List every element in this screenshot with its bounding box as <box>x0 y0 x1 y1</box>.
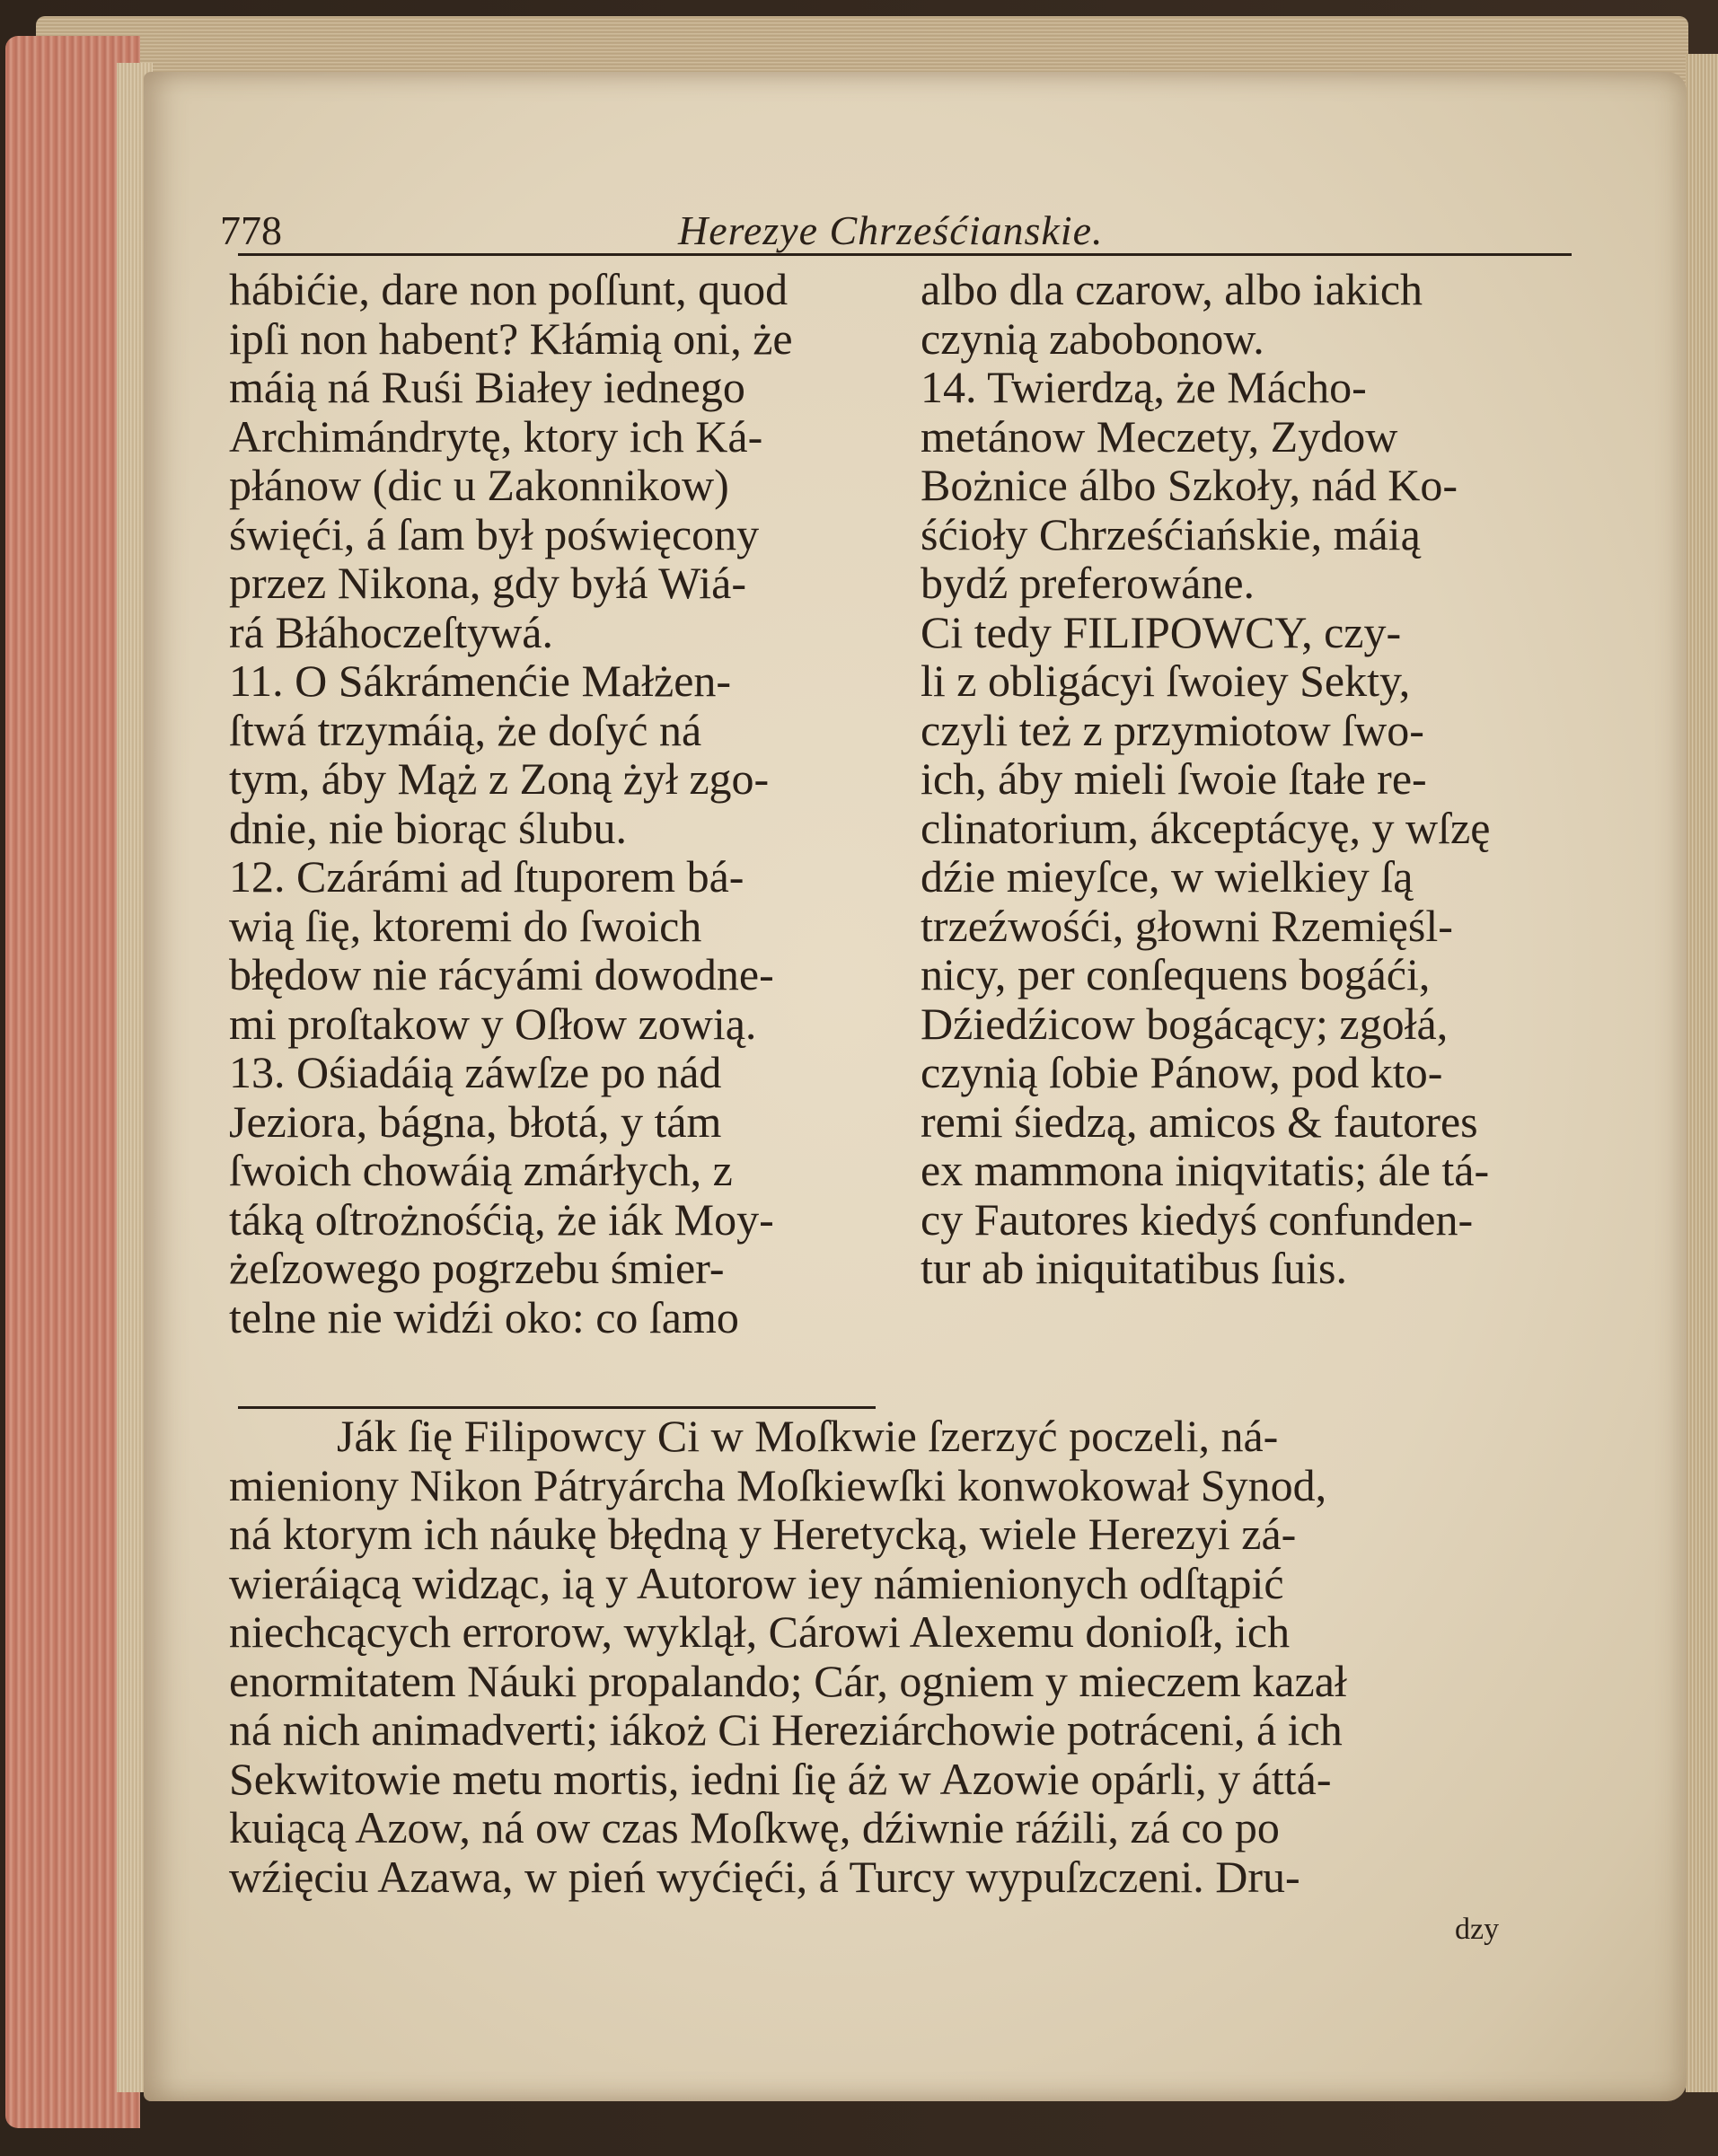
text-line: remi śiedzą, amicos & fautores <box>921 1096 1478 1147</box>
text-line: 12. Czárámi ad ſtuporem bá- <box>229 851 744 902</box>
text-line: Archimándrytę, ktory ich Ká- <box>229 410 763 462</box>
text-line: cy Fautores kiedyś confunden- <box>921 1193 1474 1245</box>
text-line: ich, áby mieli ſwoie ſtałe re- <box>921 753 1427 804</box>
text-line: ſwoich chowáią zmárłych, z <box>229 1145 733 1195</box>
text-line: Ci tedy FILIPOWCY, czy- <box>921 606 1402 657</box>
text-line: bydź preferowáne. <box>921 558 1255 608</box>
text-line: 13. Ośiadáią záwſze po nád <box>229 1047 722 1097</box>
text-line: wią ſię, ktoremi do ſwoich <box>229 900 702 951</box>
text-line: Bożnice álbo Szkoły, nád Ko- <box>921 460 1458 510</box>
text-line: płánow (dic u Zakonnikow) <box>229 460 729 510</box>
text-line: Jeziora, bágna, błotá, y tám <box>229 1096 722 1147</box>
text-line: wźięciu Azawa, w pień wyćięći, á Turcy wypuſzczeni. Dru- <box>229 1851 1300 1902</box>
text-line: przez Nikona, gdy byłá Wiá- <box>229 558 747 608</box>
text-line: albo dla czarow, albo iakich <box>921 264 1423 314</box>
text-line: niechcących errorow, wyklął, Cárowi Alexemu donioſł, ich <box>229 1606 1291 1657</box>
text-line: dźie mieyſce, w wielkiey ſą <box>921 851 1414 902</box>
right-column <box>921 265 1572 1293</box>
text-line: telne nie widźi oko: co ſamo <box>229 1291 739 1342</box>
text-line: czyli też z przymiotow ſwo- <box>921 704 1424 755</box>
text-line: czynią ſobie Pánow, pod kto- <box>921 1047 1443 1097</box>
text-line: kuiącą Azow, ná ow czas Moſkwę, dźiwnie ráźili, zá co po <box>229 1802 1280 1852</box>
text-line: czynią zabobonow. <box>921 312 1264 364</box>
text-line: Sekwitowie metu mortis, iedni ſię áż w Azowie opárli, y áttá- <box>229 1753 1332 1804</box>
text-line: Ják ſię Filipowcy Ci w Moſkwie ſzerzyć poczeli, ná- <box>337 1411 1279 1461</box>
text-line: 14. Twierdzą, że Mácho- <box>921 362 1367 412</box>
bottom-paragraph <box>229 1412 1567 1901</box>
text-line: Dźiedźicow bogácący; zgołá, <box>921 998 1449 1049</box>
page-number: 778 <box>220 207 282 253</box>
text-line: ex mammona iniqvitatis; ále tá- <box>921 1145 1490 1195</box>
text-line: nicy, per conſequens bogáći, <box>921 949 1431 999</box>
text-line: święći, á ſam był poświęcony <box>229 508 760 559</box>
text-line: trzeźwośći, głowni Rzemięśl- <box>921 900 1453 951</box>
text-line: ipſi non habent? Kłámią oni, że <box>229 312 793 364</box>
text-line: 11. O Sákrámenćie Małżen- <box>229 656 732 706</box>
running-head-title: Herezye Chrześćianskie. <box>678 207 1104 253</box>
text-line: ſtwá trzymáią, że doſyć ná <box>229 704 702 755</box>
page-edges-right <box>1686 54 1718 2092</box>
text-line: enormitatem Náuki propalando; Cár, ogniem y mieczem kazał <box>229 1655 1347 1706</box>
text-line: tym, áby Mąż z Zoną żył zgo- <box>229 753 770 804</box>
column-end-rule <box>238 1406 876 1409</box>
text-line: ná ktorym ich náukę błędną y Heretycką, wiele Herezyi zá- <box>229 1509 1297 1559</box>
text-line: metánow Meczety, Zydow <box>921 410 1398 462</box>
text-line: rá Błáhoczeſtywá. <box>229 606 553 657</box>
left-column <box>229 265 876 1342</box>
catchword: dzy <box>1455 1913 1500 1946</box>
text-line: máią ná Ruśi Białey iednego <box>229 362 745 412</box>
head-rule <box>238 253 1572 256</box>
text-line: hábićie, dare non poſſunt, quod <box>229 264 789 314</box>
text-line: wieráiącą widząc, ią y Autorow iey námienionych odſtąpić <box>229 1557 1284 1608</box>
text-line: mi proſtakow y Oſłow zowią. <box>229 998 757 1049</box>
text-line: táką oſtrożnośćią, że iák Moy- <box>229 1193 774 1245</box>
text-line: żeſzowego pogrzebu śmier- <box>229 1243 725 1293</box>
text-line: tur ab iniquitatibus ſuis. <box>921 1243 1347 1293</box>
text-line: li z obligácyi ſwoiey Sekty, <box>921 656 1411 706</box>
text-line: clinatorium, ákceptácyę, y wſzę <box>921 802 1491 853</box>
running-head <box>220 199 1549 255</box>
text-line: dnie, nie biorąc ślubu. <box>229 802 627 853</box>
text-line: śćioły Chrześćiańskie, máią <box>921 508 1421 559</box>
text-line: mieniony Nikon Pátryárcha Moſkiewſki konwokował Synod, <box>229 1459 1327 1510</box>
text-line: błędow nie rácyámi dowodne- <box>229 949 774 999</box>
text-line: ná nich animadverti; iákoż Ci Hereziárchowie potráceni, á ich <box>229 1704 1343 1755</box>
